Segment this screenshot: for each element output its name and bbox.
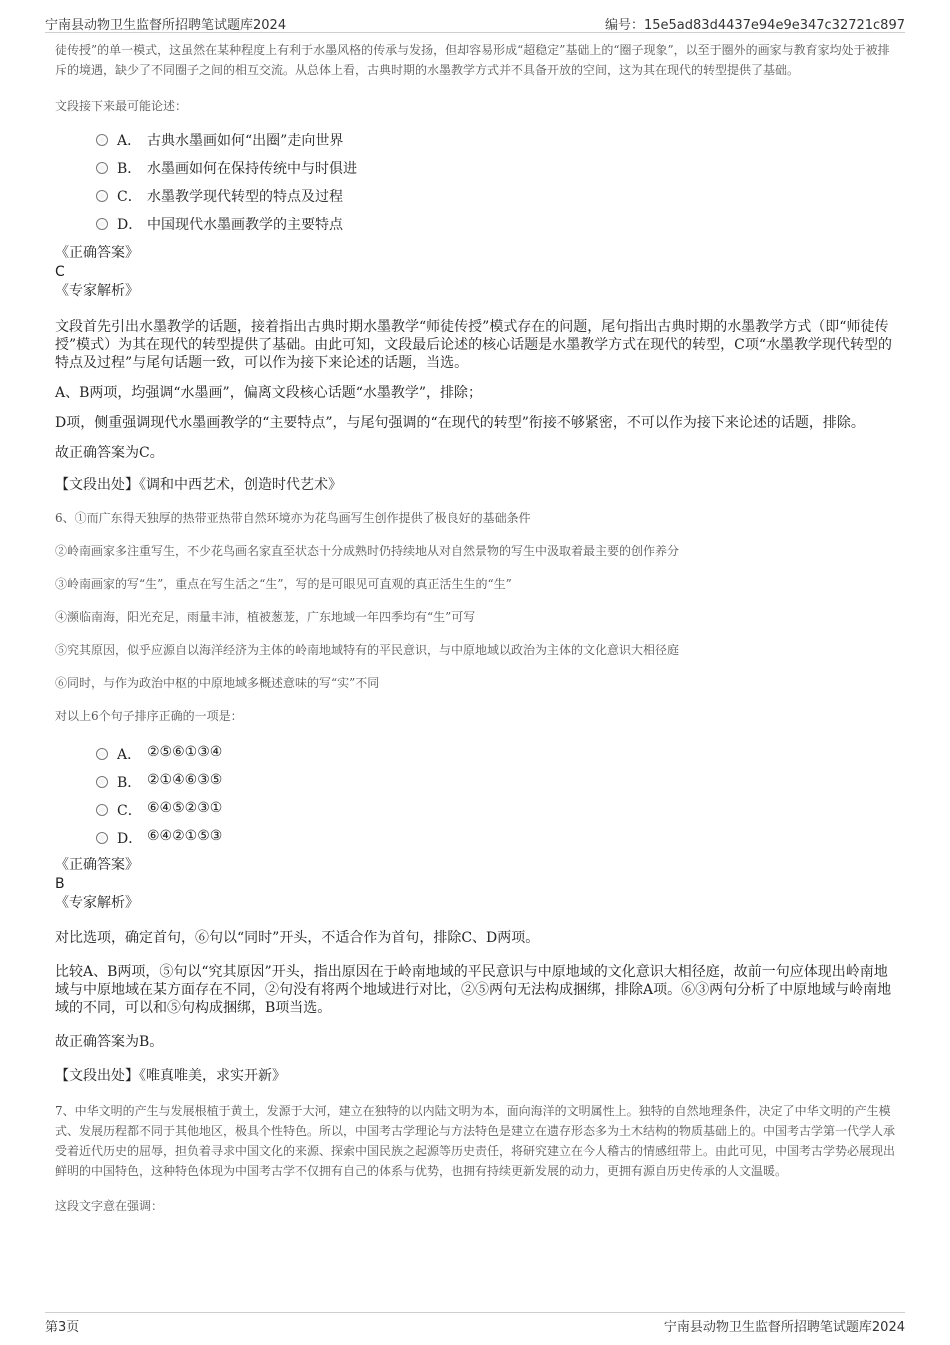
q6-option-b[interactable] [55,767,895,795]
page-header [45,10,905,33]
option-letter: A． [117,133,142,149]
q5-analysis-4: 故正确答案为C。 [55,445,164,461]
option-text: 水墨画如何在保持传统中与时俱进 [147,161,357,177]
option-text: ②⑤⑥①③④ [147,744,223,760]
option-text: 古典水墨画如何“出圈”走向世界 [147,133,344,149]
q6-option-c[interactable] [55,795,895,823]
header-code [605,14,905,33]
footer-title: 宁南县动物卫生监督所招聘笔试题库2024 [663,1320,905,1335]
q5-analysis-label: 《专家解析》 [55,283,139,299]
q6-sentence-3: ③岭南画家的写“生”，重点在写生活之“生”，写的是可眼见可直观的真正活生生的“生” [55,577,512,591]
radio-icon[interactable] [96,748,108,760]
header-code-value: 15e5ad83d4437e94e9e347c32721c897 [644,18,905,33]
q6-sentence-6: ⑥同时，与作为政治中枢的中原地域多概述意味的写“实”不同 [55,676,380,690]
q6-answer: B [55,876,65,892]
option-letter: A． [117,747,142,763]
radio-icon[interactable] [96,804,108,816]
option-letter: B． [117,161,142,177]
header-title: 宁南县动物卫生监督所招聘笔试题库2024 [45,18,287,33]
page-footer [45,1312,905,1335]
q5-answer: C [55,264,65,280]
q7-prompt: 这段文字意在强调： [55,1199,164,1213]
q5-passage: 徒传授”的单一模式，这虽然在某种程度上有利于水墨风格的传承与发扬，但却容易形成“超稳定”基础上的“圈子现象”，以至于圈外的画家与教育家均处于被排斥的境遇，缺少了不同圈子之间的相互交流。从总体上看，古典时期的水墨教学方式并不具备开放的空间，这为其在现代的转型提供了基础。 [55,43,890,77]
option-letter: D． [117,217,143,233]
q5-answer-label: 《正确答案》 [55,245,139,261]
q6-option-d[interactable] [55,823,895,851]
q6-analysis-3: 故正确答案为B。 [55,1034,164,1050]
option-letter: C． [117,803,142,819]
q7-passage: 7、中华文明的产生与发展根植于黄土，发源于大河，建立在独特的以内陆文明为本，面向海洋的文明属性上。独特的自然地理条件，决定了中华文明的产生模式、发展历程都不同于其他地区，极具个性特色。所以，中国考古学理论与方法特色是建立在遗存形态多为土木结构的物质基础上的。中国考古学第一代学人承受着近代历史的屈辱，担负着寻求中国文化的来源、探索中国民族之起源等历史责任，将研究建立在今人稽古的情感纽带上。由此可见，中国考古学势必展现出鲜明的中国特色，这种特色体现为中国考古学不仅拥有自己的体系与优势，也拥有持续更新发展的动力，更拥有源自历史传承的人文温暖。 [55,1104,896,1178]
radio-icon[interactable] [96,832,108,844]
q6-prompt: 对以上6个句子排序正确的一项是： [55,709,243,723]
q5-analysis-2: A、B两项，均强调“水墨画”，偏离文段核心话题“水墨教学”，排除； [55,385,483,401]
q6-sentence-5: ⑤究其原因，似乎应源自以海洋经济为主体的岭南地域特有的平民意识，与中原地域以政治为主体的文化意识大相径庭 [55,643,680,657]
q6-sentence-4: ④濒临南海，阳光充足，雨量丰沛，植被葱茏，广东地域一年四季均有“生”可写 [55,610,476,624]
q5-source: 【文段出处】《调和中西艺术，创造时代艺术》 [55,477,342,493]
option-letter: C． [117,189,142,205]
q5-option-d[interactable] [55,209,895,237]
q6-answer-label: 《正确答案》 [55,857,139,873]
q5-options [55,125,895,237]
option-letter: D． [117,831,143,847]
footer-page-number: 第3页 [45,1320,80,1335]
q5-analysis-3: D项，侧重强调现代水墨画教学的“主要特点”，与尾句强调的“在现代的转型”衔接不够紧密，不可以作为接下来论述的话题，排除。 [55,415,865,431]
q6-sentence-1: 6、①而广东得天独厚的热带亚热带自然环境亦为花鸟画写生创作提供了极良好的基础条件 [55,511,531,525]
q5-option-b[interactable] [55,153,895,181]
q5-analysis-1: 文段首先引出水墨教学的话题，接着指出古典时期水墨教学“师徒传授”模式存在的问题，尾句指出古典时期的水墨教学方式（即“师徒传授”模式）为其在现代的转型提供了基础。由此可知，文段最后论述的核心话题是水墨教学方式在现代的转型，C项“水墨教学现代转型的特点及过程”与尾句话题一致，可以作为接下来论述的话题，当选。 [55,319,893,371]
option-text: 水墨教学现代转型的特点及过程 [147,189,343,205]
q6-sentence-2: ②岭南画家多注重写生，不少花鸟画名家直至状态十分成熟时仍持续地从对自然景物的写生中汲取着最主要的创作养分 [55,544,680,558]
radio-icon[interactable] [96,776,108,788]
q6-analysis-1: 对比选项，确定首句，⑥句以“同时”开头，不适合作为首句，排除C、D两项。 [55,930,540,946]
q6-option-a[interactable] [55,739,895,767]
q6-analysis-label: 《专家解析》 [55,895,139,911]
q5-option-c[interactable] [55,181,895,209]
q6-options [55,739,895,851]
option-text: ②①④⑥③⑤ [147,772,223,788]
option-letter: B． [117,775,142,791]
q6-source: 【文段出处】《唯真唯美，求实开新》 [55,1068,286,1084]
radio-icon[interactable] [96,162,108,174]
option-text: 中国现代水墨画教学的主要特点 [147,217,343,233]
option-text: ⑥④⑤②③① [147,800,223,816]
page-content [55,40,895,1216]
q6-analysis-2: 比较A、B两项，⑤句以“究其原因”开头，指出原因在于岭南地域的平民意识与中原地域的文化意识大相径庭，故前一句应体现出岭南地域与中原地域在某方面存在不同，②句没有将两个地域进行对比，②⑤两句无法构成捆绑，排除A项。⑥③两句分析了中原地域与岭南地域的不同，可以和⑤句构成捆绑，B项当选。 [55,964,892,1016]
q5-prompt: 文段接下来最可能论述： [55,99,188,113]
header-code-label: 编号： [604,18,644,33]
radio-icon[interactable] [96,134,108,146]
radio-icon[interactable] [96,218,108,230]
q5-option-a[interactable] [55,125,895,153]
radio-icon[interactable] [96,190,108,202]
option-text: ⑥④②①⑤③ [147,828,223,844]
